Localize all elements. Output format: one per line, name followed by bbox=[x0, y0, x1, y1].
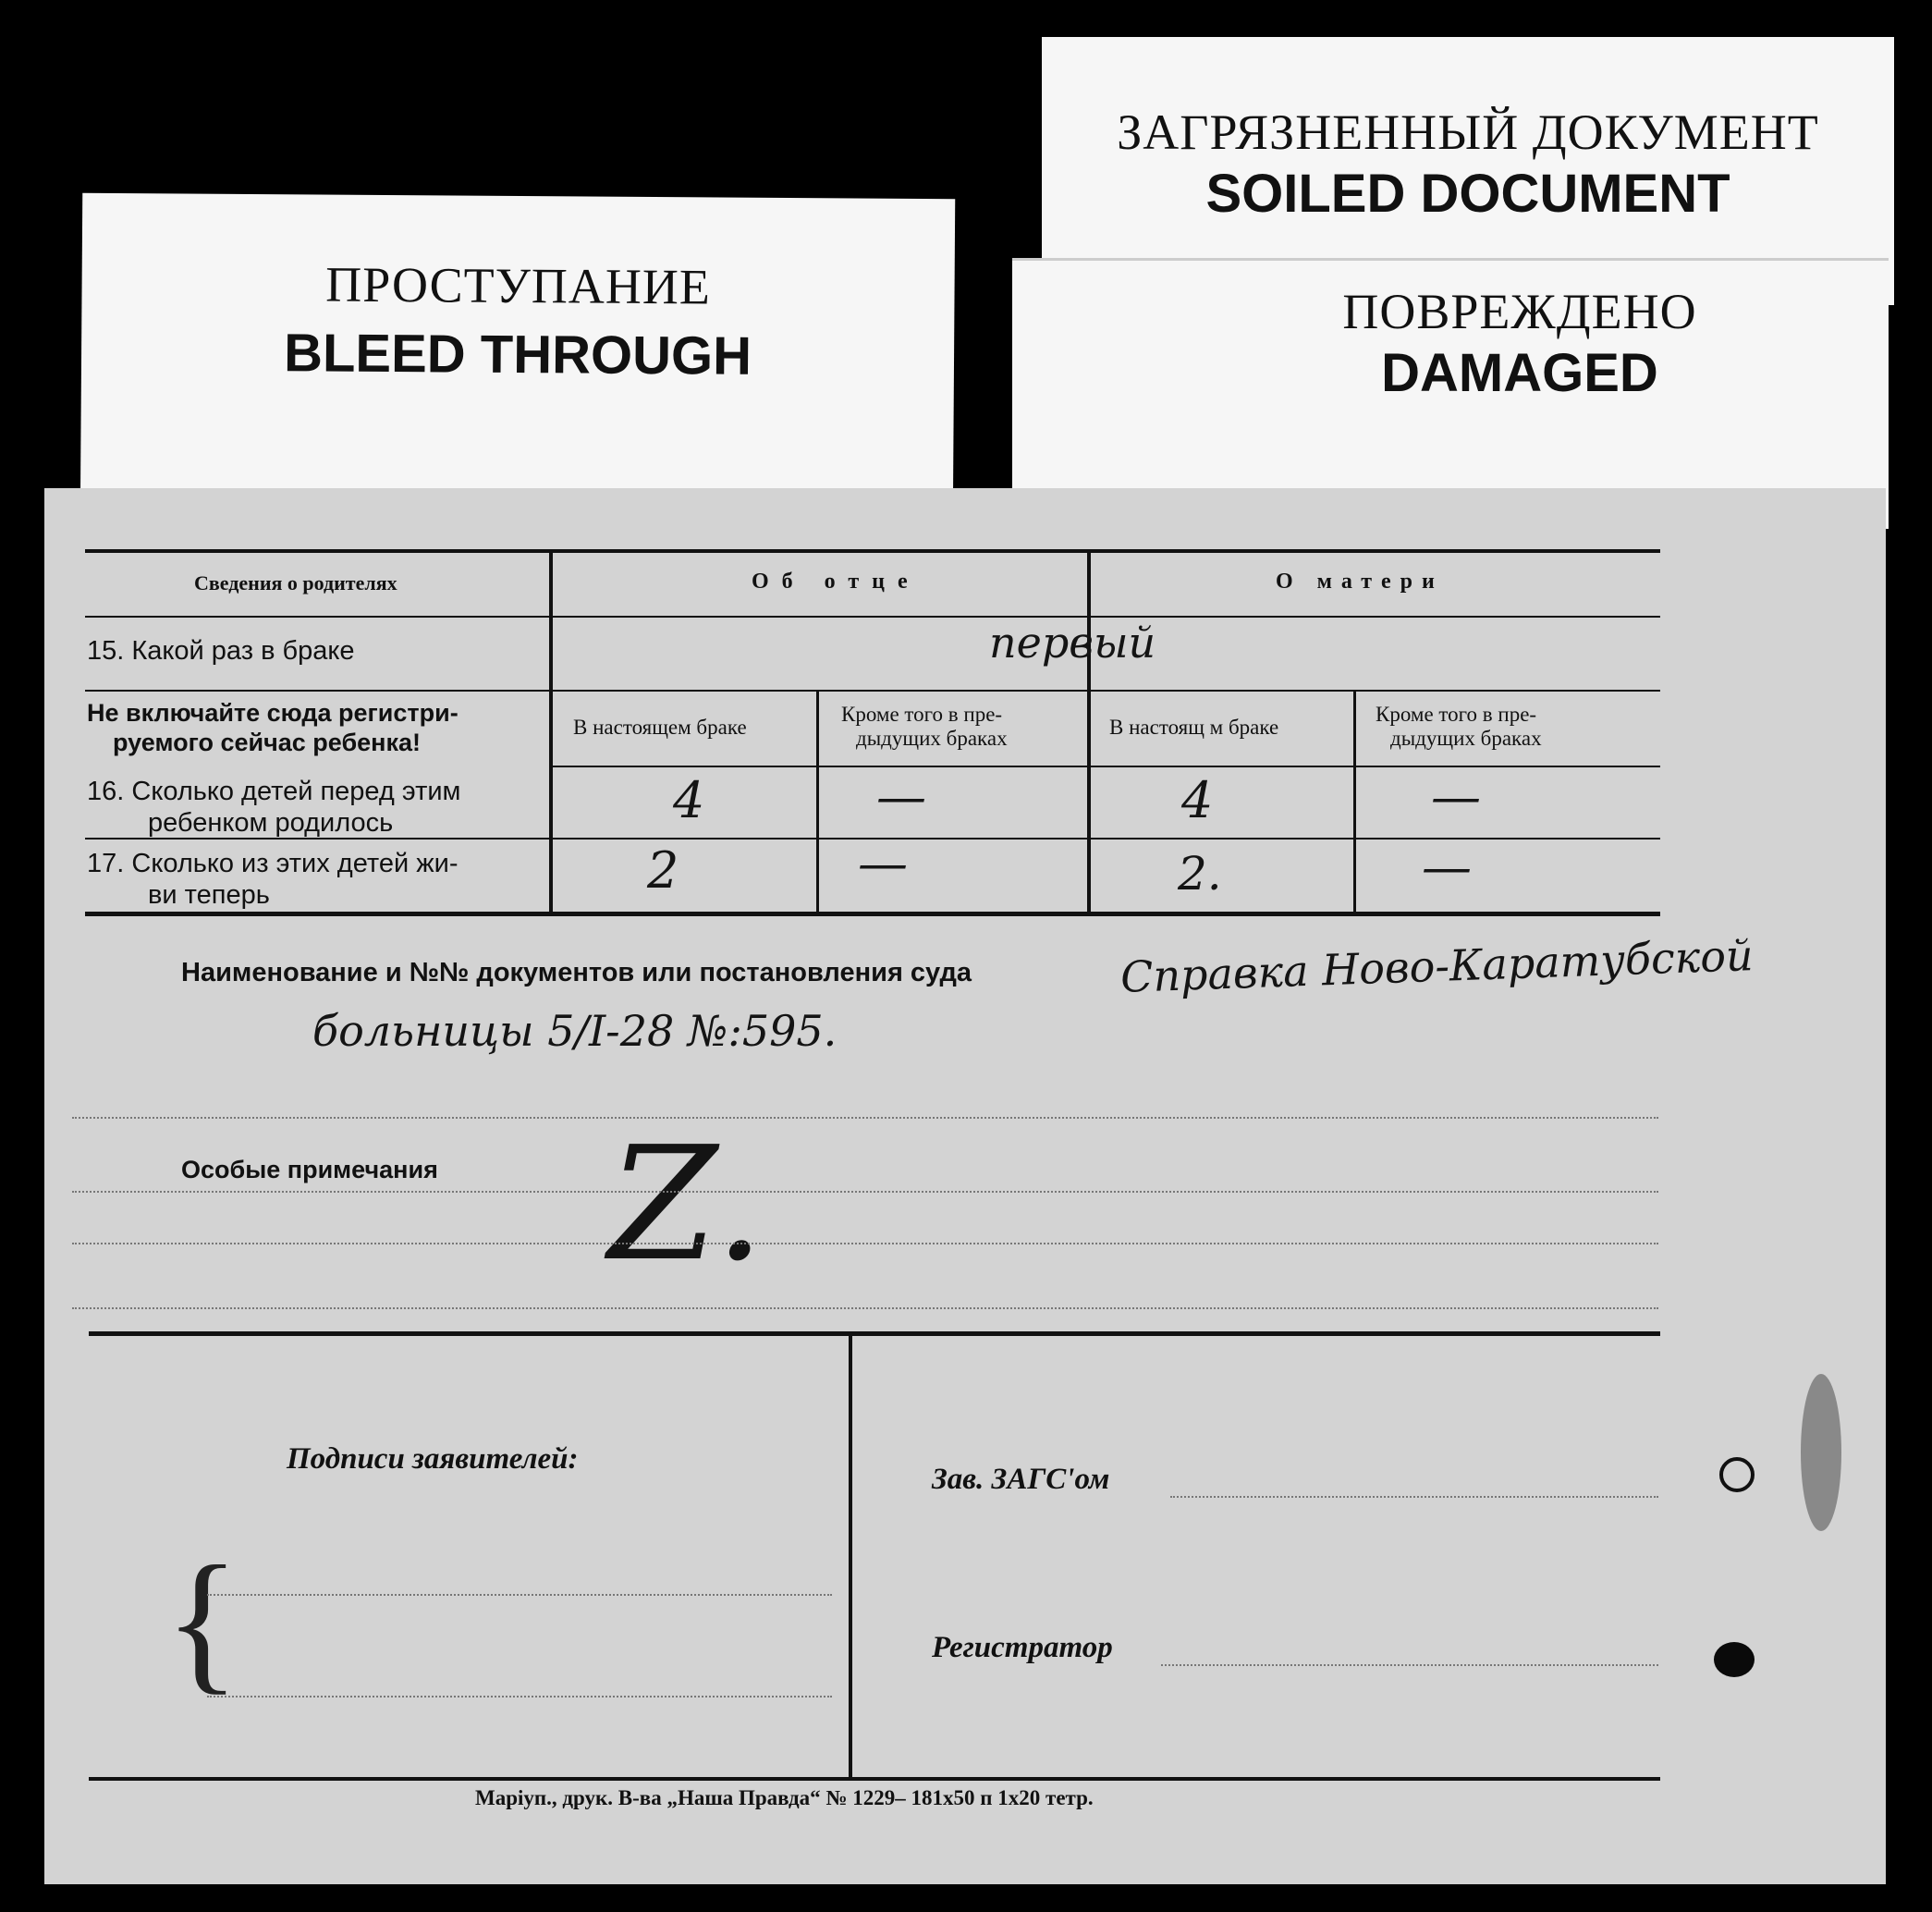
applicants-signatures-label: Подписи заявителей: bbox=[287, 1442, 579, 1476]
col-current-father: В настоящем браке bbox=[573, 716, 747, 739]
col-prev-father-2: дыдущих браках bbox=[856, 727, 1008, 750]
damaged-ru: ПОВРЕЖДЕНО bbox=[1342, 284, 1697, 339]
special-notes-label: Особые примечания bbox=[181, 1156, 438, 1183]
row17-mother-previous: — bbox=[1422, 838, 1472, 896]
row17-father-current: 2 bbox=[647, 841, 679, 900]
printer-imprint: Маріуп., друк. В-ва „Наша Правда“ № 1229– 181х50 п 1х20 тетр. bbox=[475, 1786, 1094, 1809]
damaged-en: DAMAGED bbox=[1381, 343, 1658, 403]
binding-hole-icon bbox=[1719, 1457, 1755, 1492]
col-prev-mother-2: дыдущих браках bbox=[1390, 727, 1542, 750]
documents-value-line2: больницы 5/I-28 №:595. bbox=[312, 1006, 838, 1056]
col-current-mother: В настоящ м браке bbox=[1109, 716, 1279, 739]
soiled-document-ru: ЗАГРЯЗНЕННЫЙ ДОКУМЕНТ bbox=[1117, 104, 1819, 160]
birth-record-form bbox=[44, 488, 1886, 1884]
bleed-through-en: BLEED THROUGH bbox=[283, 323, 752, 386]
documents-label: Наименование и №№ документов или постановления суда bbox=[181, 958, 972, 987]
special-notes-mark: Z. bbox=[608, 1113, 765, 1296]
registrar-label: Регистратор bbox=[932, 1631, 1113, 1664]
soiled-document-en: SOILED DOCUMENT bbox=[1205, 164, 1730, 224]
note-line2: руемого сейчас ребенка! bbox=[113, 729, 421, 756]
row17-label-1: 17. Сколько из этих детей жи- bbox=[87, 849, 459, 878]
row17-mother-current: 2. bbox=[1178, 847, 1222, 901]
head-zags-label: Зав. ЗАГС'ом bbox=[932, 1463, 1110, 1496]
row16-label-2: ребенком родилось bbox=[148, 808, 394, 838]
row17-label-2: ви теперь bbox=[148, 880, 270, 910]
header-parents: Сведения о родителях bbox=[194, 571, 397, 594]
damage-spot-icon bbox=[1714, 1642, 1755, 1677]
bleed-through-ru: ПРОСТУПАНИЕ bbox=[325, 256, 712, 315]
stain-icon bbox=[1801, 1374, 1841, 1531]
note-line1: Не включайте сюда регистри- bbox=[87, 699, 459, 727]
row16-father-current: 4 bbox=[673, 771, 705, 829]
header-mother: О матери bbox=[1276, 570, 1444, 594]
row16-mother-current: 4 bbox=[1181, 771, 1214, 829]
bleed-through-flag bbox=[80, 193, 955, 533]
row17-father-previous: — bbox=[858, 834, 908, 892]
row16-father-previous: — bbox=[876, 767, 926, 826]
row15-label: 15. Какой раз в браке bbox=[87, 636, 355, 666]
col-prev-father-1: Кроме того в пре- bbox=[841, 703, 1003, 726]
row16-label-1: 16. Сколько детей перед этим bbox=[87, 777, 461, 806]
row16-mother-previous: — bbox=[1431, 767, 1481, 826]
documents-value-line1: Справка Ново-Каратубской bbox=[1119, 930, 1755, 1002]
col-prev-mother-1: Кроме того в пре- bbox=[1376, 703, 1537, 726]
header-father: Об отце bbox=[752, 570, 921, 594]
row15-value: первый bbox=[989, 618, 1156, 668]
brace-icon: { bbox=[165, 1534, 240, 1708]
